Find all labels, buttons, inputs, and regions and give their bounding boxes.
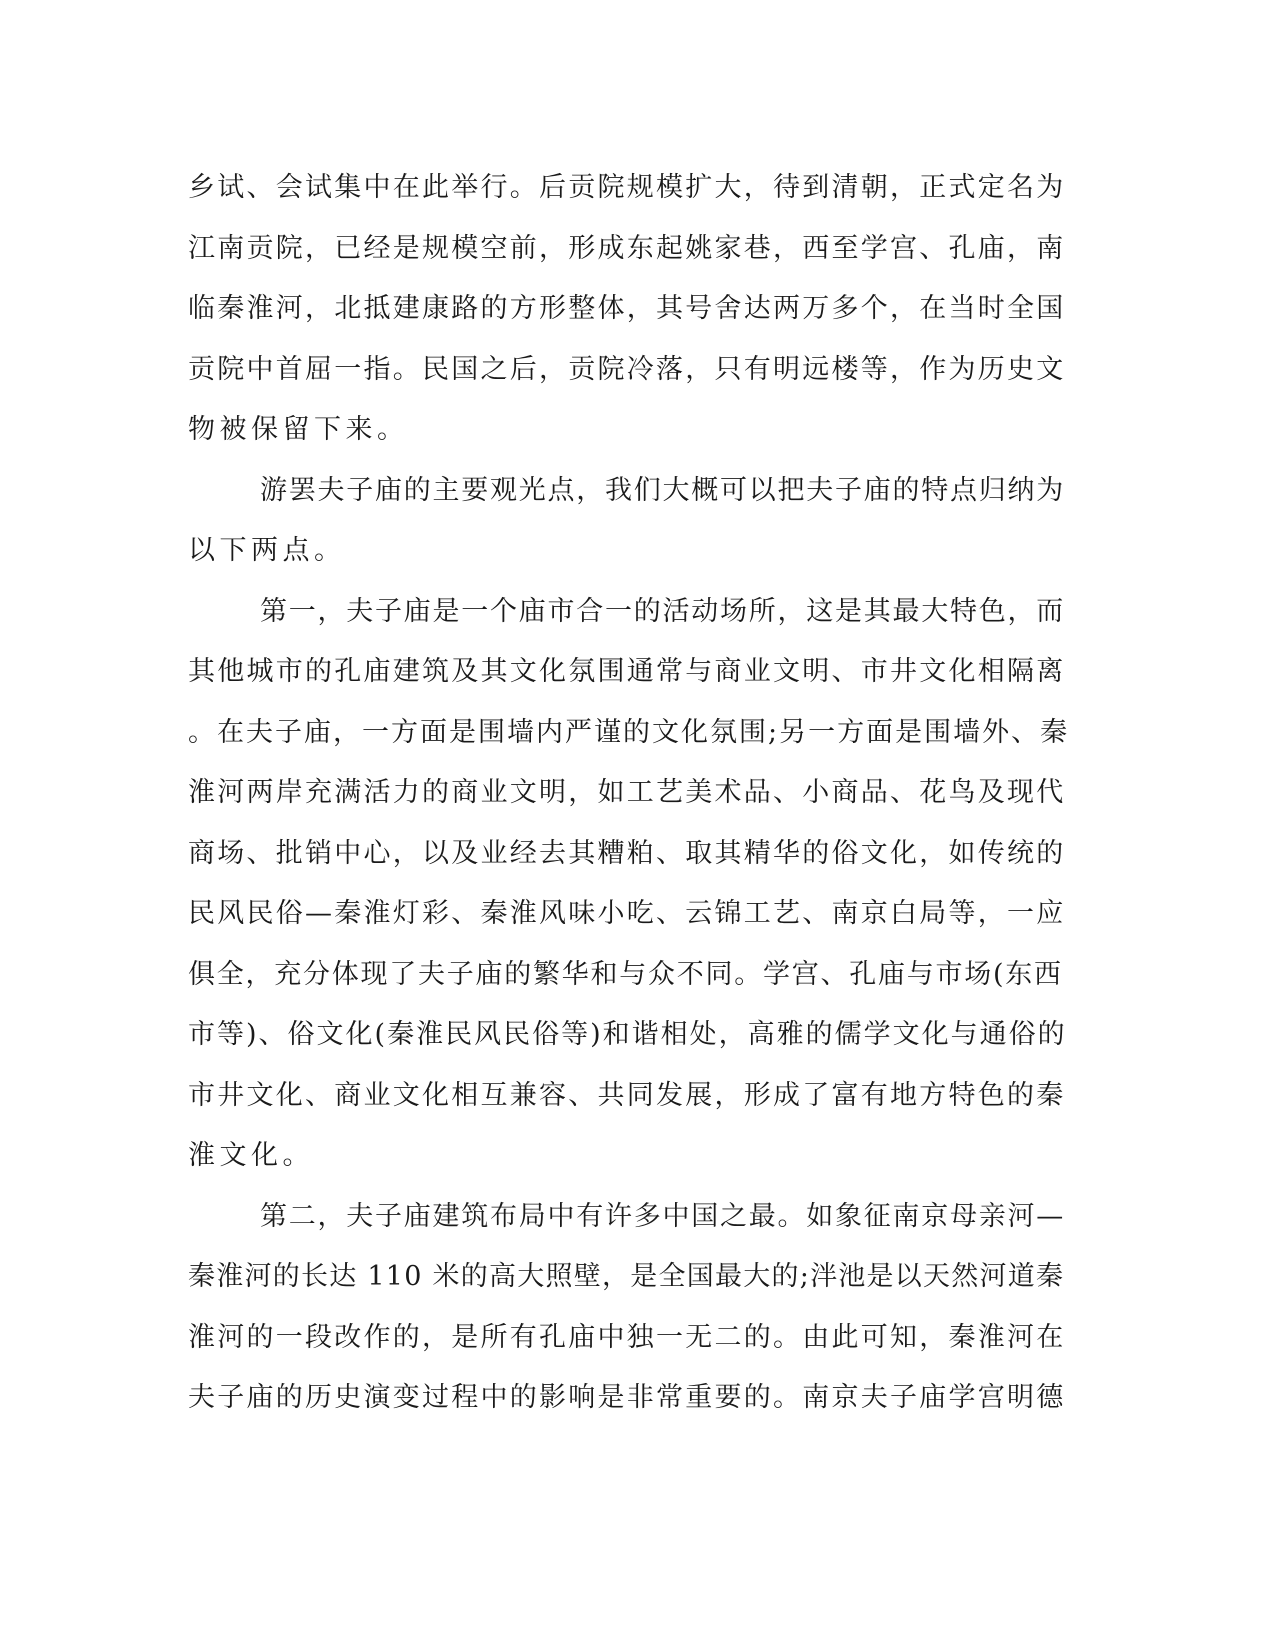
text-line: 物被保留下来。 xyxy=(188,414,409,445)
paragraph-first-line: 第一，夫子庙是一个庙市合一的活动场所，这是其最大特色，而 xyxy=(260,595,1065,627)
paragraph-first-line: 游罢夫子庙的主要观光点，我们大概可以把夫子庙的特点归纳为 xyxy=(260,474,1065,506)
text-line: 秦淮河的长达 110 米的高大照壁，是全国最大的;泮池是以天然河道秦 xyxy=(188,1261,1065,1292)
text-line: 淮河两岸充满活力的商业文明，如工艺美术品、小商品、花鸟及现代 xyxy=(188,777,1066,808)
text-line: 乡试、会试集中在此举行。后贡院规模扩大，待到清朝，正式定名为 xyxy=(188,172,1066,203)
text-line: 商场、批销中心，以及业经去其糟粕、取其精华的俗文化，如传统的 xyxy=(188,837,1066,869)
text-line: 。在夫子庙，一方面是围墙内严谨的文化氛围;另一方面是围墙外、秦 xyxy=(188,716,1070,748)
text-line: 临秦淮河，北抵建康路的方形整体，其号舍达两万多个，在当时全国 xyxy=(188,293,1066,324)
text-line: 市等)、俗文化(秦淮民风民俗等)和谐相处，高雅的儒学文化与通俗的 xyxy=(188,1019,1067,1050)
text-line: 贡院中首屈一指。民国之后，贡院冷落，只有明远楼等，作为历史文 xyxy=(188,353,1066,385)
document-body xyxy=(188,158,1068,1429)
text-line: 以下两点。 xyxy=(188,535,346,566)
text-line: 其他城市的孔庙建筑及其文化氛围通常与商业文明、市井文化相隔离 xyxy=(188,656,1066,687)
text-line: 淮文化。 xyxy=(188,1140,314,1171)
paragraph-first-line: 第二，夫子庙建筑布局中有许多中国之最。如象征南京母亲河— xyxy=(260,1200,1065,1232)
text-line: 市井文化、商业文化相互兼容、共同发展，形成了富有地方特色的秦 xyxy=(188,1079,1066,1111)
text-line: 夫子庙的历史演变过程中的影响是非常重要的。南京夫子庙学宫明德 xyxy=(188,1382,1066,1413)
text-line: 民风民俗—秦淮灯彩、秦淮风味小吃、云锦工艺、南京白局等，一应 xyxy=(188,898,1066,929)
text-line: 淮河的一段改作的，是所有孔庙中独一无二的。由此可知，秦淮河在 xyxy=(188,1321,1066,1353)
text-line: 江南贡院，已经是规模空前，形成东起姚家巷，西至学宫、孔庙，南 xyxy=(188,232,1066,264)
text-line: 俱全，充分体现了夫子庙的繁华和与众不同。学宫、孔庙与市场(东西 xyxy=(188,958,1063,990)
